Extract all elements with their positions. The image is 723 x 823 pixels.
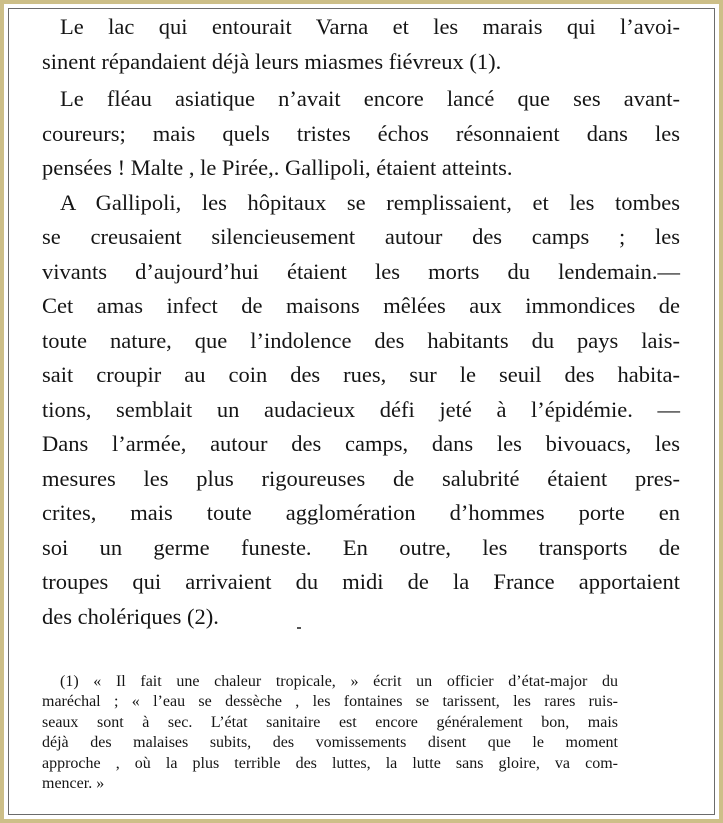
body-text xyxy=(42,10,680,634)
text-line: vivants d’aujourd’hui étaient les morts du lendemain.— xyxy=(42,258,680,284)
text-line: pensées ! Malte , le Pirée,. Gallipoli, étaient atteints. xyxy=(42,155,513,180)
footnote-line: déjà des malaises subits, des vomissements disent que le moment xyxy=(42,734,618,752)
text-line: Dans l’armée, autour des camps, dans les bivouacs, les xyxy=(42,431,680,456)
footnote-line: seaux sont à sec. L’état sanitaire est encore généralement bon, mais xyxy=(42,713,618,731)
text-line: sait croupir au coin des rues, sur le seuil des habita- xyxy=(42,362,680,387)
text-line: mesures les plus rigoureuses de salubrité étaient pres- xyxy=(42,465,680,491)
text-line: se creusaient silencieusement autour des camps ; les xyxy=(42,224,680,249)
footnote xyxy=(42,672,618,794)
text-line: tions, semblait un audacieux défi jeté à l’épidémie. — xyxy=(42,396,680,422)
paragraph-1 xyxy=(42,10,680,79)
footnote-line: (1) « Il fait une chaleur tropicale, » écrit un officier d’état-major du xyxy=(60,673,618,690)
text-line: crites, mais toute agglomération d’hommes porte en xyxy=(42,500,680,525)
text-line: sinent répandaient déjà leurs miasmes fiévreux (1). xyxy=(42,48,502,74)
footnote-line: mencer. » xyxy=(42,774,105,792)
paragraph-3 xyxy=(42,186,680,635)
text-line: troupes qui arrivaient du midi de la France apportaient xyxy=(42,569,680,594)
text-line: Le lac qui entourait Varna et les marais qui l’avoi- xyxy=(60,14,680,39)
text-line: toute nature, que l’indolence des habitants du pays lais- xyxy=(42,327,680,353)
footnote-line: maréchal ; « l’eau se dessèche , les fontaines se tarissent, les rares ruis- xyxy=(42,693,618,711)
print-speck xyxy=(297,627,301,629)
paragraph-2 xyxy=(42,82,680,186)
text-line: Le fléau asiatique n’avait encore lancé que ses avant- xyxy=(60,86,680,111)
text-line: A Gallipoli, les hôpitaux se remplissaient, et les tombes xyxy=(60,189,680,215)
text-line: coureurs; mais quels tristes échos résonnaient dans les xyxy=(42,120,680,146)
text-line: des cholériques (2). xyxy=(42,603,219,629)
text-line: Cet amas infect de maisons mêlées aux immondices de xyxy=(42,293,680,318)
footnote-line: approche , où la plus terrible des luttes, la lutte sans gloire, va com- xyxy=(42,754,618,772)
text-line: soi un germe funeste. En outre, les transports de xyxy=(42,534,680,560)
